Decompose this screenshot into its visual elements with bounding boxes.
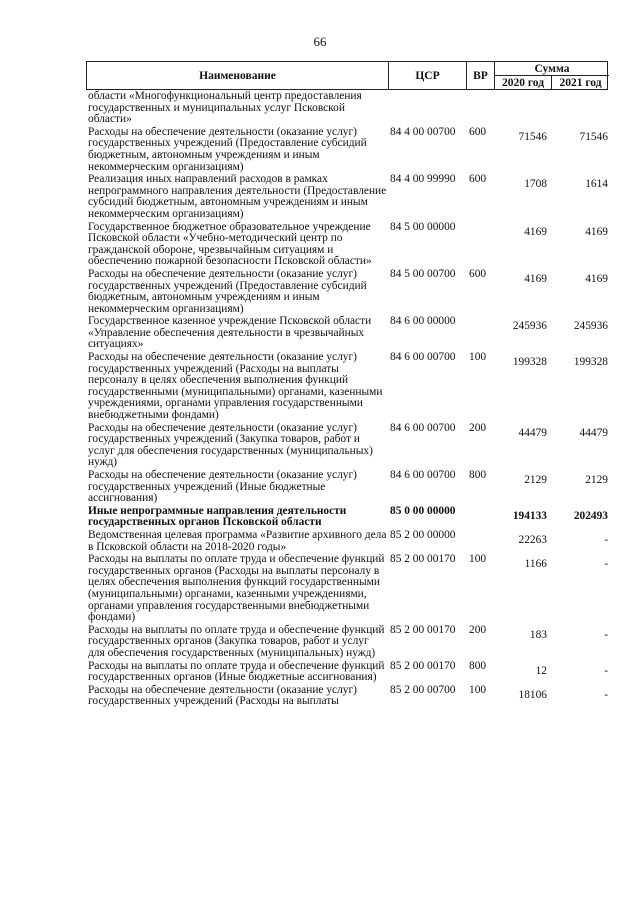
table-body bbox=[86, 91, 608, 708]
row-amount-2021: - bbox=[604, 558, 608, 571]
row-amount-2021: 4169 bbox=[585, 225, 608, 238]
row-amount-2021: 245936 bbox=[573, 320, 608, 333]
budget-table bbox=[86, 61, 608, 709]
row-csr: 84 6 00 00000 bbox=[390, 315, 456, 328]
table-row bbox=[86, 222, 608, 268]
row-amount-2020: 12 bbox=[535, 664, 547, 677]
row-amount-2020: 18106 bbox=[518, 688, 547, 701]
row-amount-2020: 71546 bbox=[518, 130, 547, 143]
row-amount-2020: 4169 bbox=[524, 225, 547, 238]
row-csr: 84 4 00 00700 bbox=[390, 125, 456, 138]
row-amount-2021: 71546 bbox=[579, 130, 608, 143]
row-amount-2020: 1166 bbox=[524, 558, 547, 571]
row-amount-2021: 4169 bbox=[585, 272, 608, 285]
row-name: области «Многофункциональный центр предоставления государственных и муниципальных услуг Псковской области» bbox=[88, 90, 362, 126]
row-name: Расходы на обеспечение деятельности (оказание услуг) государственных учреждений (Предоставление субсидий бюджетным, автономным учреждениям и иным некоммерческим организациям) bbox=[88, 125, 367, 173]
row-amount-2021: 202493 bbox=[573, 509, 608, 522]
header-sum: Сумма bbox=[495, 62, 609, 76]
row-name: Ведомственная целевая программа «Развитие архивного дела в Псковской области на 2018-2020 годы» bbox=[88, 528, 387, 553]
row-amount-2021: - bbox=[604, 533, 608, 546]
row-vr: 100 bbox=[469, 683, 487, 696]
row-csr: 85 2 00 00170 bbox=[390, 553, 456, 566]
row-name: Иные непрограммные направления деятельности государственных органов Псковской области bbox=[88, 504, 347, 529]
table-header bbox=[86, 61, 608, 90]
row-vr: 100 bbox=[469, 351, 487, 364]
table-row bbox=[86, 174, 608, 220]
table-row bbox=[86, 316, 608, 351]
header-csr: ЦСР bbox=[389, 62, 467, 89]
row-name: Расходы на обеспечение деятельности (оказание услуг) государственных учреждений (Иные бюджетные ассигнования) bbox=[88, 469, 357, 505]
row-csr: 84 6 00 00700 bbox=[390, 421, 456, 434]
table-row bbox=[86, 269, 608, 315]
row-csr: 84 4 00 99990 bbox=[390, 173, 456, 186]
row-amount-2021: 199328 bbox=[573, 356, 608, 369]
header-year-2020: 2020 год bbox=[495, 76, 552, 89]
row-csr: 84 5 00 00700 bbox=[390, 267, 456, 280]
header-year-2021: 2021 год bbox=[559, 76, 602, 89]
table-row bbox=[86, 554, 608, 624]
page-number: 66 bbox=[313, 34, 327, 49]
row-vr: 600 bbox=[469, 125, 487, 138]
row-csr: 85 2 00 00170 bbox=[390, 659, 456, 672]
row-amount-2021 bbox=[551, 91, 608, 126]
row-amount-2020: 1708 bbox=[524, 178, 547, 191]
row-vr: 100 bbox=[469, 553, 487, 566]
row-name: Расходы на обеспечение деятельности (оказание услуг) государственных учреждений (Закупка товаров, работ и услуг для обеспечения государственных (муниципальных) нужд) bbox=[88, 421, 373, 469]
row-amount-2021: - bbox=[604, 664, 608, 677]
row-vr bbox=[466, 316, 494, 351]
row-amount-2020: 183 bbox=[529, 628, 547, 641]
row-amount-2021: 2129 bbox=[585, 474, 608, 486]
row-amount-2021: 1614 bbox=[585, 178, 608, 191]
header-name: Наименование bbox=[87, 62, 389, 89]
row-csr: 85 2 00 00000 bbox=[390, 528, 456, 541]
row-vr bbox=[466, 222, 494, 268]
row-csr: 84 6 00 00700 bbox=[390, 351, 456, 364]
row-vr: 800 bbox=[469, 659, 487, 672]
row-vr: 600 bbox=[469, 267, 487, 280]
row-vr bbox=[466, 91, 494, 126]
row-amount-2020: 4169 bbox=[524, 272, 547, 285]
table-row bbox=[86, 91, 608, 126]
table-row bbox=[86, 625, 608, 660]
header-vr: ВР bbox=[467, 62, 495, 89]
row-vr: 200 bbox=[469, 421, 487, 434]
row-name: Расходы на обеспечение деятельности (оказание услуг) государственных учреждений (Расходы на выплаты bbox=[88, 683, 357, 708]
row-amount-2021: - bbox=[604, 688, 608, 701]
row-name: Реализация иных направлений расходов в рамках непрограммного направления деятельности (Предоставление субсидий бюджетным, автономным учреждениям и иным некоммерческим организациям) bbox=[88, 173, 387, 220]
row-csr bbox=[388, 91, 466, 126]
row-amount-2020: 199328 bbox=[512, 356, 547, 369]
row-csr: 85 2 00 00170 bbox=[390, 623, 456, 636]
row-vr bbox=[466, 530, 494, 553]
row-name: Расходы на выплаты по оплате труда и обеспечение функций государственных органов (Иные бюджетные ассигнования) bbox=[88, 659, 385, 684]
table-row bbox=[86, 685, 608, 708]
row-csr: 84 6 00 00700 bbox=[390, 469, 456, 481]
row-name: Государственное бюджетное образовательное учреждение Псковской области «Учебно-методический центр по гражданской обороне, чрезвычайным ситуациям и обеспечению пожарной безопасности Псковской области» bbox=[88, 220, 372, 268]
table-row bbox=[86, 470, 608, 505]
row-amount-2020: 22263 bbox=[518, 533, 547, 546]
row-name: Расходы на обеспечение деятельности (оказание услуг) государственных учреждений (Предоставление субсидий бюджетным, автономным учреждениям и иным некоммерческим организациям) bbox=[88, 267, 367, 315]
table-row bbox=[86, 423, 608, 469]
row-vr: 600 bbox=[469, 173, 487, 186]
row-csr: 85 0 00 00000 bbox=[390, 504, 456, 517]
row-csr: 84 5 00 00000 bbox=[390, 220, 456, 233]
table-row bbox=[86, 352, 608, 422]
row-name: Расходы на выплаты по оплате труда и обеспечение функций государственных органов (Расходы на выплаты персоналу в целях обеспечения выполнения функций государственными (муниципальными) органами, казенными учреждениями, органами управления государственными внебюджетными фондами) bbox=[88, 553, 385, 624]
row-vr: 200 bbox=[469, 623, 487, 636]
table-row bbox=[86, 661, 608, 684]
table-row bbox=[86, 530, 608, 553]
row-name: Государственное казенное учреждение Псковской области «Управление обеспечения деятельности в чрезвычайных ситуациях» bbox=[88, 315, 372, 351]
row-amount-2021: - bbox=[604, 628, 608, 641]
row-vr: 800 bbox=[469, 469, 487, 481]
row-amount-2021: 44479 bbox=[579, 426, 608, 439]
row-amount-2020: 2129 bbox=[524, 474, 547, 486]
row-csr: 85 2 00 00700 bbox=[390, 683, 456, 696]
row-name: Расходы на обеспечение деятельности (оказание услуг) государственных учреждений (Расходы на выплаты персоналу в целях обеспечения выполнения функций государственными (муниципальными) органами, казенными учреждениями, органами управления государственными внебюджетными фондами) bbox=[88, 351, 383, 422]
row-amount-2020 bbox=[494, 91, 551, 126]
row-vr bbox=[466, 506, 494, 529]
row-amount-2020: 194133 bbox=[512, 509, 547, 522]
row-name: Расходы на выплаты по оплате труда и обеспечение функций государственных органов (Закупка товаров, работ и услуг для обеспечения государственных (муниципальных) нужд) bbox=[88, 623, 385, 659]
row-amount-2020: 245936 bbox=[512, 320, 547, 333]
table-row bbox=[86, 506, 608, 529]
row-amount-2020: 44479 bbox=[518, 426, 547, 439]
table-row bbox=[86, 127, 608, 173]
